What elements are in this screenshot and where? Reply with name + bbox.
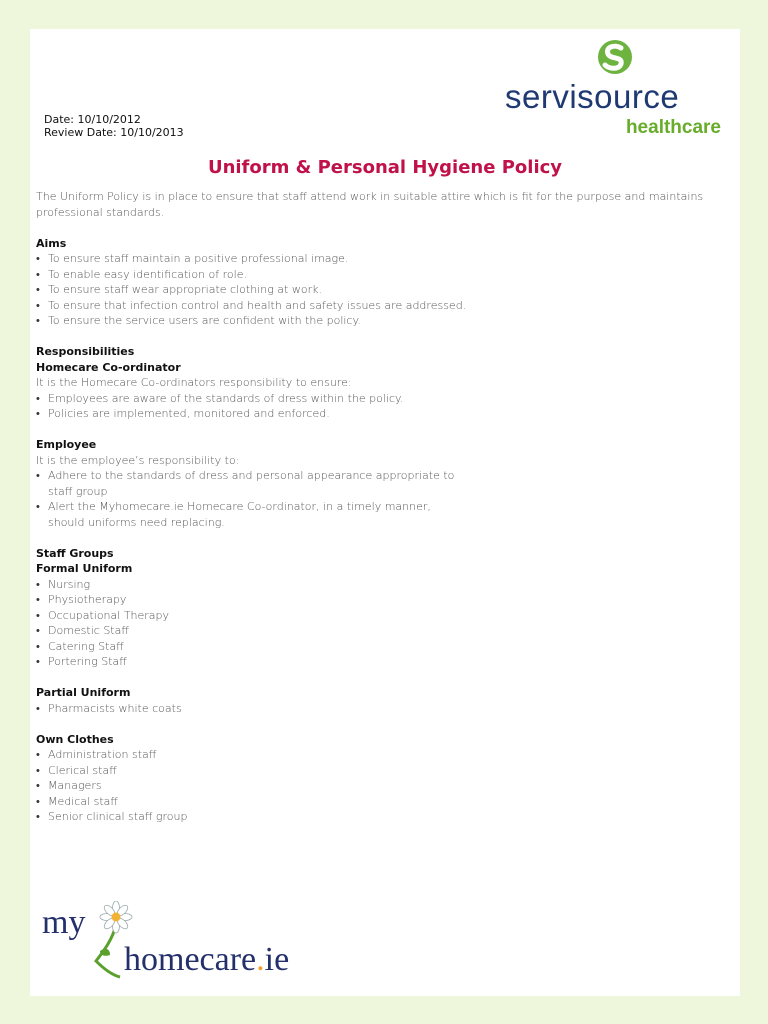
responsibilities-heading: Responsibilities	[36, 345, 135, 358]
employee-heading: Employee	[36, 438, 97, 451]
servisource-s-icon	[593, 37, 637, 77]
list-item: • Clerical staff	[36, 763, 736, 779]
aims-list	[36, 251, 736, 329]
list-item: • Occupational Therapy	[36, 608, 736, 624]
list-item: • Policies are implemented, monitored and enforced.	[36, 406, 736, 422]
list-item: • Domestic Staff	[36, 623, 736, 639]
list-item: • Physiotherapy	[36, 592, 736, 608]
brand-subtitle: healthcare	[625, 117, 721, 138]
partial-uniform-list	[36, 701, 736, 717]
partial-uniform-heading: Partial Uniform	[36, 686, 131, 699]
list-item: • Catering Staff	[36, 639, 736, 655]
aims-heading: Aims	[36, 236, 67, 250]
logo-homecare-text	[124, 941, 289, 979]
staff-groups-heading: Staff Groups	[36, 546, 114, 560]
list-item: • To ensure the service users are confident with the policy.	[36, 313, 736, 329]
formal-uniform-list	[36, 577, 736, 670]
date-line: Date: 10/10/2012	[44, 113, 141, 126]
servisource-logo	[505, 37, 725, 137]
coordinator-lead: It is the Homecare Co-ordinators responsibility to ensure:	[36, 376, 352, 389]
list-item: • Pharmacists white coats	[36, 701, 736, 717]
dates-block	[44, 113, 184, 139]
myhomecare-logo	[42, 901, 342, 981]
list-item: • Medical staff	[36, 794, 736, 810]
coordinator-heading: Homecare Co-ordinator	[36, 360, 181, 374]
own-clothes-heading: Own Clothes	[36, 732, 114, 746]
list-item: • To enable easy identification of role.	[36, 267, 736, 283]
logo-dot: .	[256, 941, 265, 978]
list-item: • Portering Staff	[36, 654, 736, 670]
list-item: • Employees are aware of the standards of dress within the policy.	[36, 391, 736, 407]
page-title: Uniform & Personal Hygiene Policy	[207, 157, 563, 178]
list-item: • Managers	[36, 778, 736, 794]
logo-ie-word: ie	[264, 941, 290, 978]
brand-name: servisource	[505, 78, 680, 115]
document-page	[30, 29, 740, 996]
list-item: • To ensure that infection control and health and safety issues are addressed.	[36, 298, 736, 314]
list-item: • Nursing	[36, 577, 736, 593]
list-item: • Alert the Myhomecare.ie Homecare Co-ordinator, in a timely manner, should uniforms need replacing.	[36, 499, 458, 530]
list-item: • To ensure staff wear appropriate clothing at work.	[36, 282, 736, 298]
formal-uniform-heading: Formal Uniform	[36, 562, 133, 575]
list-item: • To ensure staff maintain a positive professional image.	[36, 251, 736, 267]
logo-homecare-word: homecare	[124, 941, 257, 978]
intro-paragraph: The Uniform Policy is in place to ensure that staff attend work in suitable attire which is fit for the purpose and maintains professional standards.	[36, 190, 704, 219]
list-item: • Senior clinical staff group	[36, 809, 736, 825]
policy-content	[36, 189, 736, 825]
own-clothes-list	[36, 747, 736, 825]
review-date-line: Review Date: 10/10/2013	[44, 126, 184, 139]
logo-my-text: my	[42, 904, 86, 941]
employee-list	[36, 468, 736, 530]
list-item: • Administration staff	[36, 747, 736, 763]
list-item: • Adhere to the standards of dress and personal appearance appropriate to staff group	[36, 468, 458, 499]
coordinator-list	[36, 391, 736, 422]
employee-lead: It is the employee’s responsibility to:	[36, 453, 240, 467]
